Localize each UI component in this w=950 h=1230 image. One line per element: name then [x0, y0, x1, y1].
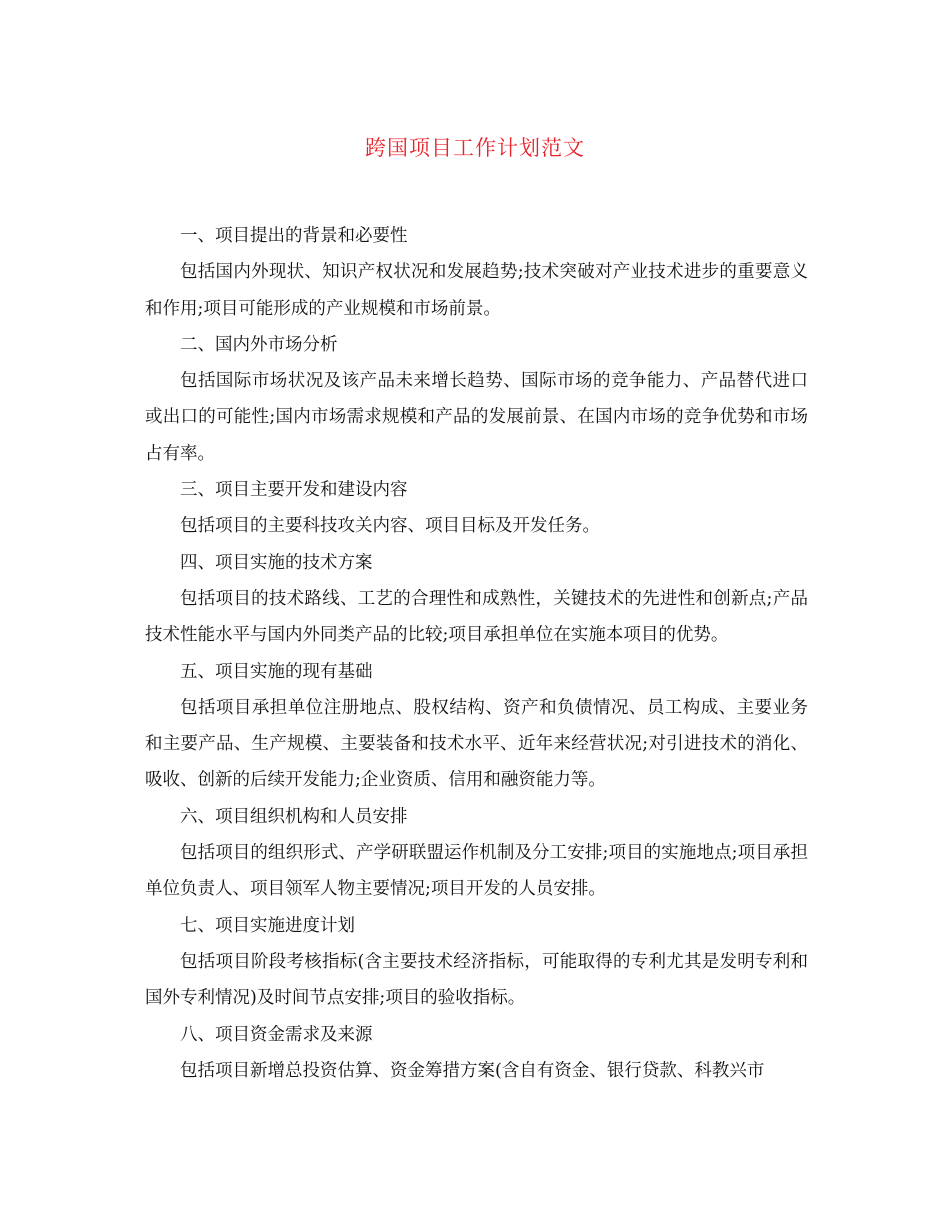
- section-heading-1: 一、项目提出的背景和必要性: [180, 226, 408, 246]
- section-body-6: 包括项目的组织形式、产学研联盟运作机制及分工安排;项目的实施地点;项目承担单位负责人、项目领军人物主要情况;项目开发的人员安排。: [145, 843, 808, 900]
- section-body-5: 包括项目承担单位注册地点、股权结构、资产和负债情况、员工构成、主要业务和主要产品、生产规模、主要装备和技术水平、近年来经营状况;对引进技术的消化、吸收、创新的后续开发能力;企业资质、信用和融资能力等。: [145, 697, 808, 791]
- section-heading-2: 二、国内外市场分析: [180, 334, 338, 355]
- section-body-4: 包括项目的技术路线、工艺的合理性和成熟性，关键技术的先进性和创新点;产品技术性能水平与国内外同类产品的比较;项目承担单位在实施本项目的优势。: [145, 588, 808, 646]
- section-body-1: 包括国内外现状、知识产权状况和发展趋势;技术突破对产业技术进步的重要意义和作用;项目可能形成的产业规模和市场前景。: [145, 262, 808, 319]
- section-body-8: 包括项目新增总投资估算、资金筹措方案(含自有资金、银行贷款、科教兴市: [180, 1060, 765, 1081]
- document-body: [145, 218, 808, 1089]
- section-body-3: 包括项目的主要科技攻关内容、项目目标及开发任务。: [180, 516, 600, 537]
- section-heading-8: 八、项目资金需求及来源: [180, 1024, 373, 1045]
- section-heading-5: 五、项目实施的现有基础: [180, 661, 373, 682]
- section-heading-6: 六、项目组织机构和人员安排: [180, 806, 408, 827]
- section-body-2: 包括国际市场状况及该产品未来增长趋势、国际市场的竞争能力、产品替代进口或出口的可能性;国内市场需求规模和产品的发展前景、在国内市场的竞争优势和市场占有率。: [145, 371, 808, 464]
- section-body-7: 包括项目阶段考核指标(含主要技术经济指标，可能取得的专利尤其是发明专利和国外专利情况)及时间节点安排;项目的验收指标。: [145, 951, 808, 1009]
- section-heading-7: 七、项目实施进度计划: [180, 915, 355, 936]
- document-title: 跨国项目工作计划范文: [365, 136, 585, 160]
- section-heading-4: 四、项目实施的技术方案: [180, 552, 373, 573]
- section-heading-3: 三、项目主要开发和建设内容: [180, 480, 408, 501]
